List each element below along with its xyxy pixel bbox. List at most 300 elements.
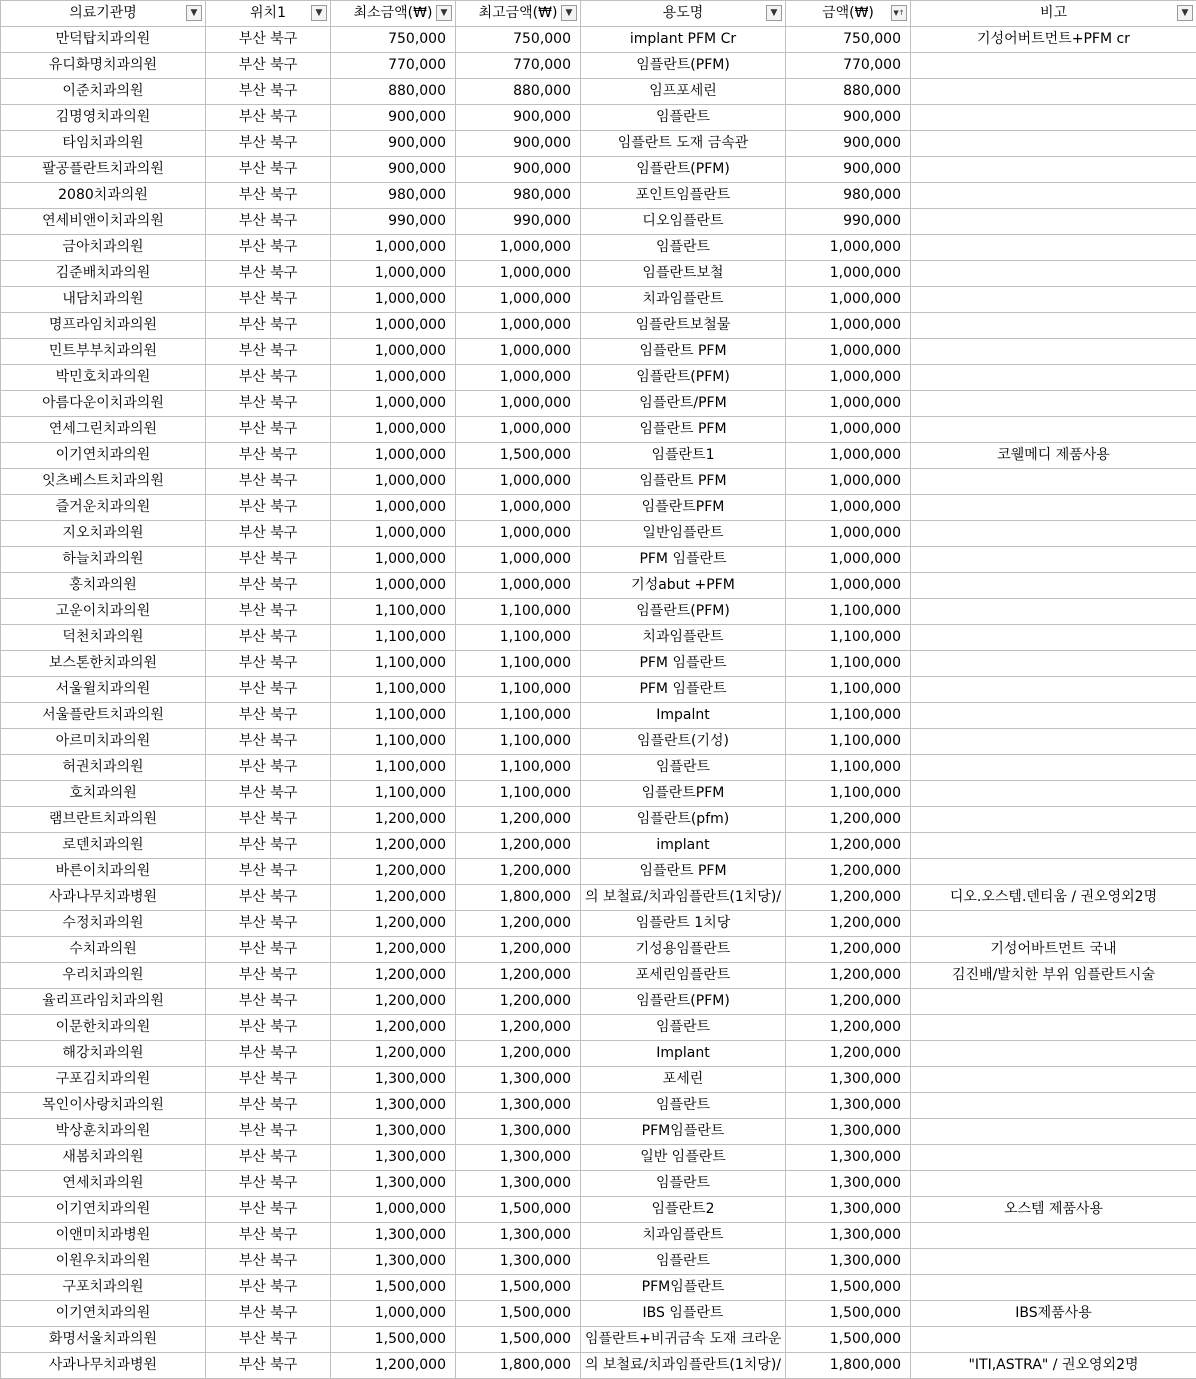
cell-amount[interactable]: 1,000,000: [786, 339, 911, 365]
cell-min-price[interactable]: 1,000,000: [331, 469, 456, 495]
cell-institution[interactable]: 잇츠베스트치과의원: [1, 469, 206, 495]
cell-institution[interactable]: 구포김치과의원: [1, 1067, 206, 1093]
cell-usage[interactable]: 기성abut +PFM: [581, 573, 786, 599]
cell-remarks[interactable]: [911, 755, 1196, 781]
cell-location[interactable]: 부산 북구: [206, 781, 331, 807]
cell-remarks[interactable]: [911, 1145, 1196, 1171]
cell-usage[interactable]: 임플란트(PFM): [581, 989, 786, 1015]
cell-max-price[interactable]: 1,100,000: [456, 755, 581, 781]
cell-amount[interactable]: 1,200,000: [786, 937, 911, 963]
cell-usage[interactable]: 임플란트 도재 금속관: [581, 131, 786, 157]
cell-min-price[interactable]: 1,000,000: [331, 1301, 456, 1327]
cell-location[interactable]: 부산 북구: [206, 313, 331, 339]
cell-remarks[interactable]: [911, 287, 1196, 313]
filter-dropdown-icon[interactable]: ▼: [311, 5, 327, 21]
cell-usage[interactable]: 임플란트PFM: [581, 781, 786, 807]
cell-amount[interactable]: 1,100,000: [786, 625, 911, 651]
cell-institution[interactable]: 유디화명치과의원: [1, 53, 206, 79]
cell-institution[interactable]: 이기연치과의원: [1, 1197, 206, 1223]
cell-max-price[interactable]: 900,000: [456, 157, 581, 183]
cell-usage[interactable]: 임플란트보철물: [581, 313, 786, 339]
cell-amount[interactable]: 1,100,000: [786, 755, 911, 781]
cell-amount[interactable]: 980,000: [786, 183, 911, 209]
cell-max-price[interactable]: 1,300,000: [456, 1249, 581, 1275]
cell-min-price[interactable]: 1,300,000: [331, 1171, 456, 1197]
cell-remarks[interactable]: [911, 573, 1196, 599]
cell-amount[interactable]: 1,500,000: [786, 1275, 911, 1301]
cell-usage[interactable]: 임플란트2: [581, 1197, 786, 1223]
cell-usage[interactable]: 임플란트 PFM: [581, 417, 786, 443]
cell-institution[interactable]: 수정치과의원: [1, 911, 206, 937]
cell-remarks[interactable]: [911, 79, 1196, 105]
cell-institution[interactable]: 아르미치과의원: [1, 729, 206, 755]
cell-min-price[interactable]: 1,000,000: [331, 573, 456, 599]
cell-usage[interactable]: 포세린: [581, 1067, 786, 1093]
cell-min-price[interactable]: 1,300,000: [331, 1093, 456, 1119]
cell-remarks[interactable]: 디오.오스템.덴티움 / 권오영외2명: [911, 885, 1196, 911]
cell-institution[interactable]: 우리치과의원: [1, 963, 206, 989]
cell-institution[interactable]: 고운이치과의원: [1, 599, 206, 625]
cell-max-price[interactable]: 1,200,000: [456, 989, 581, 1015]
cell-max-price[interactable]: 1,100,000: [456, 677, 581, 703]
cell-amount[interactable]: 1,000,000: [786, 547, 911, 573]
cell-remarks[interactable]: [911, 859, 1196, 885]
cell-amount[interactable]: 1,300,000: [786, 1145, 911, 1171]
cell-remarks[interactable]: [911, 495, 1196, 521]
cell-usage[interactable]: 의 보철료/치과임플란트(1치당)/: [581, 885, 786, 911]
cell-amount[interactable]: 1,200,000: [786, 963, 911, 989]
cell-max-price[interactable]: 1,300,000: [456, 1223, 581, 1249]
cell-institution[interactable]: 율리프라임치과의원: [1, 989, 206, 1015]
cell-max-price[interactable]: 1,200,000: [456, 859, 581, 885]
cell-min-price[interactable]: 1,000,000: [331, 235, 456, 261]
cell-min-price[interactable]: 1,300,000: [331, 1119, 456, 1145]
cell-remarks[interactable]: [911, 1275, 1196, 1301]
cell-amount[interactable]: 880,000: [786, 79, 911, 105]
cell-amount[interactable]: 750,000: [786, 27, 911, 53]
cell-min-price[interactable]: 1,200,000: [331, 937, 456, 963]
cell-max-price[interactable]: 980,000: [456, 183, 581, 209]
cell-max-price[interactable]: 750,000: [456, 27, 581, 53]
cell-remarks[interactable]: IBS제품사용: [911, 1301, 1196, 1327]
cell-usage[interactable]: 임플란트 PFM: [581, 339, 786, 365]
cell-usage[interactable]: Implant: [581, 1041, 786, 1067]
cell-institution[interactable]: 해강치과의원: [1, 1041, 206, 1067]
cell-amount[interactable]: 1,100,000: [786, 729, 911, 755]
cell-remarks[interactable]: [911, 651, 1196, 677]
cell-remarks[interactable]: [911, 391, 1196, 417]
cell-institution[interactable]: 민트부부치과의원: [1, 339, 206, 365]
cell-usage[interactable]: 일반 임플란트: [581, 1145, 786, 1171]
cell-max-price[interactable]: 1,200,000: [456, 1015, 581, 1041]
cell-max-price[interactable]: 1,500,000: [456, 443, 581, 469]
cell-min-price[interactable]: 1,000,000: [331, 1197, 456, 1223]
cell-max-price[interactable]: 1,300,000: [456, 1171, 581, 1197]
cell-max-price[interactable]: 1,100,000: [456, 781, 581, 807]
cell-max-price[interactable]: 770,000: [456, 53, 581, 79]
cell-usage[interactable]: 임플란트(pfm): [581, 807, 786, 833]
cell-usage[interactable]: 임플란트(PFM): [581, 53, 786, 79]
cell-remarks[interactable]: [911, 261, 1196, 287]
cell-amount[interactable]: 1,200,000: [786, 911, 911, 937]
cell-location[interactable]: 부산 북구: [206, 1327, 331, 1353]
cell-max-price[interactable]: 1,500,000: [456, 1327, 581, 1353]
cell-location[interactable]: 부산 북구: [206, 339, 331, 365]
cell-institution[interactable]: 지오치과의원: [1, 521, 206, 547]
cell-amount[interactable]: 1,000,000: [786, 261, 911, 287]
cell-remarks[interactable]: [911, 209, 1196, 235]
cell-usage[interactable]: 치과임플란트: [581, 287, 786, 313]
cell-institution[interactable]: 호치과의원: [1, 781, 206, 807]
cell-remarks[interactable]: [911, 625, 1196, 651]
cell-usage[interactable]: 임프포세린: [581, 79, 786, 105]
cell-max-price[interactable]: 880,000: [456, 79, 581, 105]
cell-location[interactable]: 부산 북구: [206, 651, 331, 677]
cell-min-price[interactable]: 1,000,000: [331, 391, 456, 417]
cell-usage[interactable]: 포인트임플란트: [581, 183, 786, 209]
cell-usage[interactable]: 임플란트: [581, 105, 786, 131]
cell-amount[interactable]: 1,000,000: [786, 365, 911, 391]
cell-remarks[interactable]: [911, 417, 1196, 443]
cell-amount[interactable]: 1,000,000: [786, 313, 911, 339]
cell-usage[interactable]: 일반임플란트: [581, 521, 786, 547]
cell-min-price[interactable]: 1,100,000: [331, 755, 456, 781]
cell-min-price[interactable]: 1,000,000: [331, 521, 456, 547]
cell-amount[interactable]: 1,000,000: [786, 443, 911, 469]
cell-amount[interactable]: 1,500,000: [786, 1301, 911, 1327]
cell-amount[interactable]: 1,000,000: [786, 287, 911, 313]
cell-location[interactable]: 부산 북구: [206, 27, 331, 53]
cell-location[interactable]: 부산 북구: [206, 625, 331, 651]
cell-max-price[interactable]: 1,200,000: [456, 1041, 581, 1067]
cell-remarks[interactable]: [911, 729, 1196, 755]
cell-location[interactable]: 부산 북구: [206, 209, 331, 235]
cell-max-price[interactable]: 1,000,000: [456, 339, 581, 365]
cell-institution[interactable]: 금아치과의원: [1, 235, 206, 261]
cell-max-price[interactable]: 1,500,000: [456, 1301, 581, 1327]
cell-max-price[interactable]: 1,000,000: [456, 547, 581, 573]
cell-amount[interactable]: 1,000,000: [786, 495, 911, 521]
cell-amount[interactable]: 900,000: [786, 131, 911, 157]
cell-usage[interactable]: 임플란트: [581, 1249, 786, 1275]
cell-remarks[interactable]: [911, 1249, 1196, 1275]
cell-max-price[interactable]: 990,000: [456, 209, 581, 235]
cell-location[interactable]: 부산 북구: [206, 131, 331, 157]
cell-min-price[interactable]: 1,100,000: [331, 651, 456, 677]
filter-dropdown-icon[interactable]: ▼: [561, 5, 577, 21]
cell-remarks[interactable]: [911, 703, 1196, 729]
cell-institution[interactable]: 덕천치과의원: [1, 625, 206, 651]
cell-max-price[interactable]: 1,000,000: [456, 365, 581, 391]
cell-location[interactable]: 부산 북구: [206, 1145, 331, 1171]
cell-usage[interactable]: 임플란트(PFM): [581, 599, 786, 625]
cell-institution[interactable]: 사과나무치과병원: [1, 885, 206, 911]
cell-amount[interactable]: 1,800,000: [786, 1353, 911, 1379]
cell-min-price[interactable]: 990,000: [331, 209, 456, 235]
cell-institution[interactable]: 바른이치과의원: [1, 859, 206, 885]
cell-institution[interactable]: 박민호치과의원: [1, 365, 206, 391]
cell-usage[interactable]: 임플란트(PFM): [581, 365, 786, 391]
cell-max-price[interactable]: 1,100,000: [456, 599, 581, 625]
cell-amount[interactable]: 1,000,000: [786, 391, 911, 417]
cell-location[interactable]: 부산 북구: [206, 1067, 331, 1093]
cell-min-price[interactable]: 1,100,000: [331, 677, 456, 703]
cell-usage[interactable]: implant PFM Cr: [581, 27, 786, 53]
cell-min-price[interactable]: 1,300,000: [331, 1067, 456, 1093]
cell-min-price[interactable]: 1,100,000: [331, 781, 456, 807]
cell-usage[interactable]: IBS 임플란트: [581, 1301, 786, 1327]
cell-amount[interactable]: 1,100,000: [786, 651, 911, 677]
cell-min-price[interactable]: 1,500,000: [331, 1275, 456, 1301]
cell-amount[interactable]: 1,300,000: [786, 1249, 911, 1275]
cell-institution[interactable]: 내담치과의원: [1, 287, 206, 313]
cell-max-price[interactable]: 1,200,000: [456, 963, 581, 989]
cell-location[interactable]: 부산 북구: [206, 287, 331, 313]
cell-usage[interactable]: 임플란트(기성): [581, 729, 786, 755]
cell-amount[interactable]: 1,200,000: [786, 859, 911, 885]
cell-remarks[interactable]: [911, 235, 1196, 261]
cell-usage[interactable]: 임플란트 PFM: [581, 859, 786, 885]
cell-location[interactable]: 부산 북구: [206, 677, 331, 703]
cell-usage[interactable]: Impalnt: [581, 703, 786, 729]
cell-usage[interactable]: 임플란트1: [581, 443, 786, 469]
cell-institution[interactable]: 화명서울치과의원: [1, 1327, 206, 1353]
cell-institution[interactable]: 목인이사랑치과의원: [1, 1093, 206, 1119]
cell-location[interactable]: 부산 북구: [206, 885, 331, 911]
cell-location[interactable]: 부산 북구: [206, 469, 331, 495]
cell-institution[interactable]: 이문한치과의원: [1, 1015, 206, 1041]
cell-remarks[interactable]: [911, 1041, 1196, 1067]
cell-institution[interactable]: 만덕탑치과의원: [1, 27, 206, 53]
cell-usage[interactable]: 임플란트/PFM: [581, 391, 786, 417]
cell-usage[interactable]: 치과임플란트: [581, 625, 786, 651]
cell-location[interactable]: 부산 북구: [206, 105, 331, 131]
cell-amount[interactable]: 1,500,000: [786, 1327, 911, 1353]
cell-remarks[interactable]: 기성어버트먼트+PFM cr: [911, 27, 1196, 53]
cell-max-price[interactable]: 1,500,000: [456, 1197, 581, 1223]
cell-max-price[interactable]: 1,000,000: [456, 287, 581, 313]
cell-remarks[interactable]: [911, 183, 1196, 209]
sort-filter-icon[interactable]: ▼↑: [891, 5, 907, 21]
cell-institution[interactable]: 새봄치과의원: [1, 1145, 206, 1171]
cell-max-price[interactable]: 1,200,000: [456, 937, 581, 963]
cell-max-price[interactable]: 1,000,000: [456, 235, 581, 261]
cell-institution[interactable]: 김준배치과의원: [1, 261, 206, 287]
cell-amount[interactable]: 1,100,000: [786, 677, 911, 703]
cell-remarks[interactable]: [911, 1119, 1196, 1145]
cell-amount[interactable]: 1,300,000: [786, 1093, 911, 1119]
cell-remarks[interactable]: 오스템 제품사용: [911, 1197, 1196, 1223]
cell-min-price[interactable]: 1,100,000: [331, 625, 456, 651]
cell-remarks[interactable]: [911, 911, 1196, 937]
cell-amount[interactable]: 1,200,000: [786, 1015, 911, 1041]
cell-amount[interactable]: 1,100,000: [786, 599, 911, 625]
cell-max-price[interactable]: 1,100,000: [456, 625, 581, 651]
cell-institution[interactable]: 구포치과의원: [1, 1275, 206, 1301]
cell-location[interactable]: 부산 북구: [206, 963, 331, 989]
cell-remarks[interactable]: 기성어바트먼트 국내: [911, 937, 1196, 963]
cell-remarks[interactable]: 코웰메디 제품사용: [911, 443, 1196, 469]
cell-remarks[interactable]: 김진배/발치한 부위 임플란트시술: [911, 963, 1196, 989]
cell-min-price[interactable]: 1,200,000: [331, 1353, 456, 1379]
cell-max-price[interactable]: 1,300,000: [456, 1067, 581, 1093]
cell-location[interactable]: 부산 북구: [206, 157, 331, 183]
cell-remarks[interactable]: [911, 547, 1196, 573]
cell-min-price[interactable]: 900,000: [331, 105, 456, 131]
cell-location[interactable]: 부산 북구: [206, 235, 331, 261]
cell-usage[interactable]: 의 보철료/치과임플란트(1치당)/: [581, 1353, 786, 1379]
cell-amount[interactable]: 1,000,000: [786, 573, 911, 599]
cell-min-price[interactable]: 770,000: [331, 53, 456, 79]
cell-amount[interactable]: 1,300,000: [786, 1067, 911, 1093]
cell-min-price[interactable]: 1,200,000: [331, 1015, 456, 1041]
cell-location[interactable]: 부산 북구: [206, 261, 331, 287]
cell-amount[interactable]: 1,200,000: [786, 807, 911, 833]
cell-max-price[interactable]: 1,000,000: [456, 469, 581, 495]
cell-institution[interactable]: 이원우치과의원: [1, 1249, 206, 1275]
cell-institution[interactable]: 연세비앤이치과의원: [1, 209, 206, 235]
cell-min-price[interactable]: 1,000,000: [331, 495, 456, 521]
cell-usage[interactable]: PFM 임플란트: [581, 547, 786, 573]
cell-institution[interactable]: 김명영치과의원: [1, 105, 206, 131]
cell-min-price[interactable]: 1,300,000: [331, 1145, 456, 1171]
cell-location[interactable]: 부산 북구: [206, 1223, 331, 1249]
filter-dropdown-icon[interactable]: ▼: [1177, 5, 1193, 21]
cell-location[interactable]: 부산 북구: [206, 1041, 331, 1067]
cell-amount[interactable]: 1,100,000: [786, 781, 911, 807]
cell-amount[interactable]: 1,200,000: [786, 989, 911, 1015]
cell-amount[interactable]: 1,200,000: [786, 1041, 911, 1067]
cell-max-price[interactable]: 1,100,000: [456, 729, 581, 755]
cell-institution[interactable]: 하늘치과의원: [1, 547, 206, 573]
cell-usage[interactable]: 디오임플란트: [581, 209, 786, 235]
cell-amount[interactable]: 1,300,000: [786, 1171, 911, 1197]
cell-min-price[interactable]: 1,000,000: [331, 261, 456, 287]
cell-location[interactable]: 부산 북구: [206, 989, 331, 1015]
cell-institution[interactable]: 이기연치과의원: [1, 1301, 206, 1327]
cell-usage[interactable]: 임플란트+비귀금속 도재 크라운: [581, 1327, 786, 1353]
cell-location[interactable]: 부산 북구: [206, 53, 331, 79]
cell-max-price[interactable]: 1,000,000: [456, 495, 581, 521]
cell-amount[interactable]: 990,000: [786, 209, 911, 235]
cell-remarks[interactable]: [911, 1223, 1196, 1249]
cell-institution[interactable]: 사과나무치과병원: [1, 1353, 206, 1379]
cell-remarks[interactable]: [911, 1093, 1196, 1119]
cell-amount[interactable]: 1,000,000: [786, 521, 911, 547]
cell-min-price[interactable]: 1,200,000: [331, 911, 456, 937]
cell-max-price[interactable]: 900,000: [456, 131, 581, 157]
cell-min-price[interactable]: 1,000,000: [331, 365, 456, 391]
cell-min-price[interactable]: 1,300,000: [331, 1223, 456, 1249]
cell-institution[interactable]: 서울윌치과의원: [1, 677, 206, 703]
cell-max-price[interactable]: 900,000: [456, 105, 581, 131]
cell-remarks[interactable]: [911, 131, 1196, 157]
cell-remarks[interactable]: [911, 105, 1196, 131]
cell-location[interactable]: 부산 북구: [206, 859, 331, 885]
cell-location[interactable]: 부산 북구: [206, 1197, 331, 1223]
cell-location[interactable]: 부산 북구: [206, 729, 331, 755]
cell-max-price[interactable]: 1,100,000: [456, 703, 581, 729]
cell-min-price[interactable]: 880,000: [331, 79, 456, 105]
cell-usage[interactable]: 임플란트: [581, 1171, 786, 1197]
cell-max-price[interactable]: 1,300,000: [456, 1119, 581, 1145]
cell-remarks[interactable]: [911, 339, 1196, 365]
cell-usage[interactable]: 임플란트: [581, 235, 786, 261]
cell-usage[interactable]: 임플란트PFM: [581, 495, 786, 521]
cell-amount[interactable]: 1,000,000: [786, 235, 911, 261]
cell-min-price[interactable]: 1,000,000: [331, 443, 456, 469]
cell-usage[interactable]: 임플란트: [581, 1093, 786, 1119]
cell-max-price[interactable]: 1,100,000: [456, 651, 581, 677]
cell-location[interactable]: 부산 북구: [206, 807, 331, 833]
cell-max-price[interactable]: 1,300,000: [456, 1145, 581, 1171]
cell-remarks[interactable]: [911, 599, 1196, 625]
cell-institution[interactable]: 즐거운치과의원: [1, 495, 206, 521]
cell-institution[interactable]: 연세그린치과의원: [1, 417, 206, 443]
cell-usage[interactable]: implant: [581, 833, 786, 859]
cell-institution[interactable]: 이앤미치과병원: [1, 1223, 206, 1249]
cell-min-price[interactable]: 980,000: [331, 183, 456, 209]
cell-institution[interactable]: 홍치과의원: [1, 573, 206, 599]
cell-usage[interactable]: 임플란트보철: [581, 261, 786, 287]
cell-amount[interactable]: 900,000: [786, 105, 911, 131]
cell-max-price[interactable]: 1,200,000: [456, 911, 581, 937]
cell-usage[interactable]: 포세린임플란트: [581, 963, 786, 989]
cell-remarks[interactable]: [911, 1327, 1196, 1353]
cell-min-price[interactable]: 1,000,000: [331, 313, 456, 339]
cell-max-price[interactable]: 1,000,000: [456, 391, 581, 417]
cell-usage[interactable]: 임플란트: [581, 1015, 786, 1041]
cell-location[interactable]: 부산 북구: [206, 1353, 331, 1379]
cell-min-price[interactable]: 1,000,000: [331, 417, 456, 443]
cell-institution[interactable]: 램브란트치과의원: [1, 807, 206, 833]
cell-usage[interactable]: PFM임플란트: [581, 1119, 786, 1145]
cell-location[interactable]: 부산 북구: [206, 183, 331, 209]
cell-max-price[interactable]: 1,000,000: [456, 313, 581, 339]
cell-location[interactable]: 부산 북구: [206, 755, 331, 781]
cell-remarks[interactable]: [911, 989, 1196, 1015]
cell-min-price[interactable]: 1,200,000: [331, 859, 456, 885]
cell-location[interactable]: 부산 북구: [206, 547, 331, 573]
cell-location[interactable]: 부산 북구: [206, 443, 331, 469]
cell-amount[interactable]: 1,200,000: [786, 833, 911, 859]
cell-institution[interactable]: 팔공플란트치과의원: [1, 157, 206, 183]
cell-amount[interactable]: 1,000,000: [786, 417, 911, 443]
cell-location[interactable]: 부산 북구: [206, 911, 331, 937]
cell-remarks[interactable]: "ITI,ASTRA" / 권오영외2명: [911, 1353, 1196, 1379]
cell-min-price[interactable]: 1,100,000: [331, 703, 456, 729]
cell-usage[interactable]: PFM 임플란트: [581, 651, 786, 677]
cell-max-price[interactable]: 1,000,000: [456, 417, 581, 443]
cell-institution[interactable]: 타임치과의원: [1, 131, 206, 157]
filter-dropdown-icon[interactable]: ▼: [766, 5, 782, 21]
cell-max-price[interactable]: 1,800,000: [456, 885, 581, 911]
cell-remarks[interactable]: [911, 365, 1196, 391]
cell-remarks[interactable]: [911, 677, 1196, 703]
cell-location[interactable]: 부산 북구: [206, 365, 331, 391]
cell-amount[interactable]: 1,300,000: [786, 1119, 911, 1145]
cell-usage[interactable]: PFM 임플란트: [581, 677, 786, 703]
cell-institution[interactable]: 허권치과의원: [1, 755, 206, 781]
cell-remarks[interactable]: [911, 1171, 1196, 1197]
cell-remarks[interactable]: [911, 521, 1196, 547]
cell-max-price[interactable]: 1,500,000: [456, 1275, 581, 1301]
cell-max-price[interactable]: 1,000,000: [456, 573, 581, 599]
cell-institution[interactable]: 수치과의원: [1, 937, 206, 963]
cell-location[interactable]: 부산 북구: [206, 573, 331, 599]
cell-usage[interactable]: 임플란트 PFM: [581, 469, 786, 495]
cell-usage[interactable]: 기성용임플란트: [581, 937, 786, 963]
